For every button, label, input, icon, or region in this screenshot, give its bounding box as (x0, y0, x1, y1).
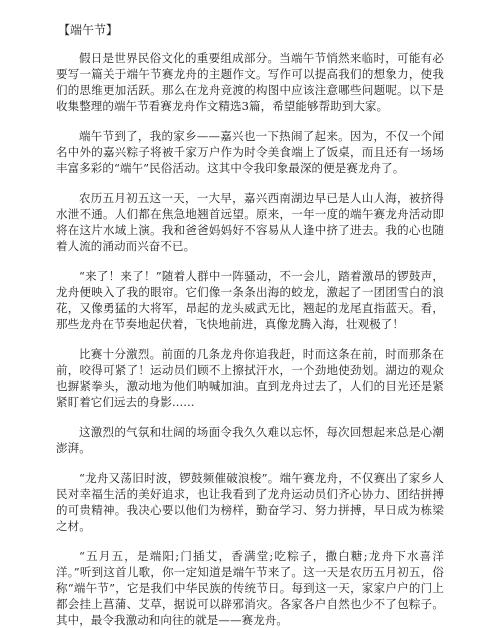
document-title: 【端午节】 (58, 23, 119, 37)
paragraph-hometown: 端午节到了，我的家乡——嘉兴也一下热闹了起来。因为，不仅一个闻名中外的嘉兴粽子将被千家万户作为时令美食端上了饭桌，而且还有一场场丰富多彩的“端午”民俗活动。这其中令我印象最深的便是赛龙舟了。 (56, 129, 444, 175)
paragraph-spirit: “龙舟又荡旧时波，锣鼓频催破浪梭”。端午赛龙舟，不仅赛出了家乡人民对幸福生活的美好追求，也让我看到了龙舟运动员们齐心协力、团结拼搏的可贵精神。我决心要以他们为榜样，勤奋学习、努力拼搏，早日成为栋梁之材。 (56, 471, 444, 533)
paragraph-lake-crowd: 农历五月初五这一天，一大早，嘉兴西南湖边早已是人山人海，被挤得水泄不通。人们都在焦急地翘首远望。原来，一年一度的端午赛龙舟活动即将在这片水域上演。我和爸爸妈妈好不容易从人逢中挤了进去。我的心也随着人流的涌动而兴奋不已。 (56, 191, 444, 253)
paragraph-song: “五月五，是端阳;门插艾，香满堂;吃粽子，撒白糖;龙舟下水喜洋洋。”听到这首儿歌，你一定知道是端午节来了。这一天是农历五月初五，俗称“端午节”，它是我们中华民族的传统节日。每到这一天，家家户户的门上都会挂上菖蒲、艾草，据说可以辟邪消灾。各家各户自然也少不了包粽子。其中，最令我激动和向往的就是——赛龙舟。 (56, 549, 444, 627)
paragraph-race: 比赛十分激烈。前面的几条龙舟你追我赶，时而这条在前，时而那条在前，咬得可紧了！运动员们顾不上擦拭汗水，一个劲地使劲划。湖边的观众也摒紧拳头，激动地为他们呐喊加油。直到龙舟过去了，人们的目光还是紧紧盯着它们远去的身影...... (56, 347, 444, 409)
paragraph-intro: 假日是世界民俗文化的重要组成部分。当端午节悄然来临时，可能有必要写一篇关于端午节赛龙舟的主题作文。写作可以提高我们的想象力，使我们的思维更加活跃。那么在龙舟竞渡的构图中应该注意哪些问题呢。以下是收集整理的端午节看赛龙舟作文精选3篇，希望能够帮助到大家。 (56, 51, 444, 113)
paragraph-memory: 这激烈的气氛和壮阔的场面令我久久难以忘怀，每次回想起来总是心潮澎湃。 (56, 425, 444, 455)
paragraph-boats-arrive: “来了！来了！”随着人群中一阵骚动，不一会儿，踏着激昂的锣鼓声，龙舟便映入了我的眼帘。它们像一条条出海的蛟龙，激起了一团团雪白的浪花，又像勇猛的大将军，昂起的龙头威武无比，翘起的龙尾直指蓝天。看，那些龙舟在节奏地起伏着，飞快地前进，真像龙腾入海，壮观极了！ (56, 269, 444, 331)
